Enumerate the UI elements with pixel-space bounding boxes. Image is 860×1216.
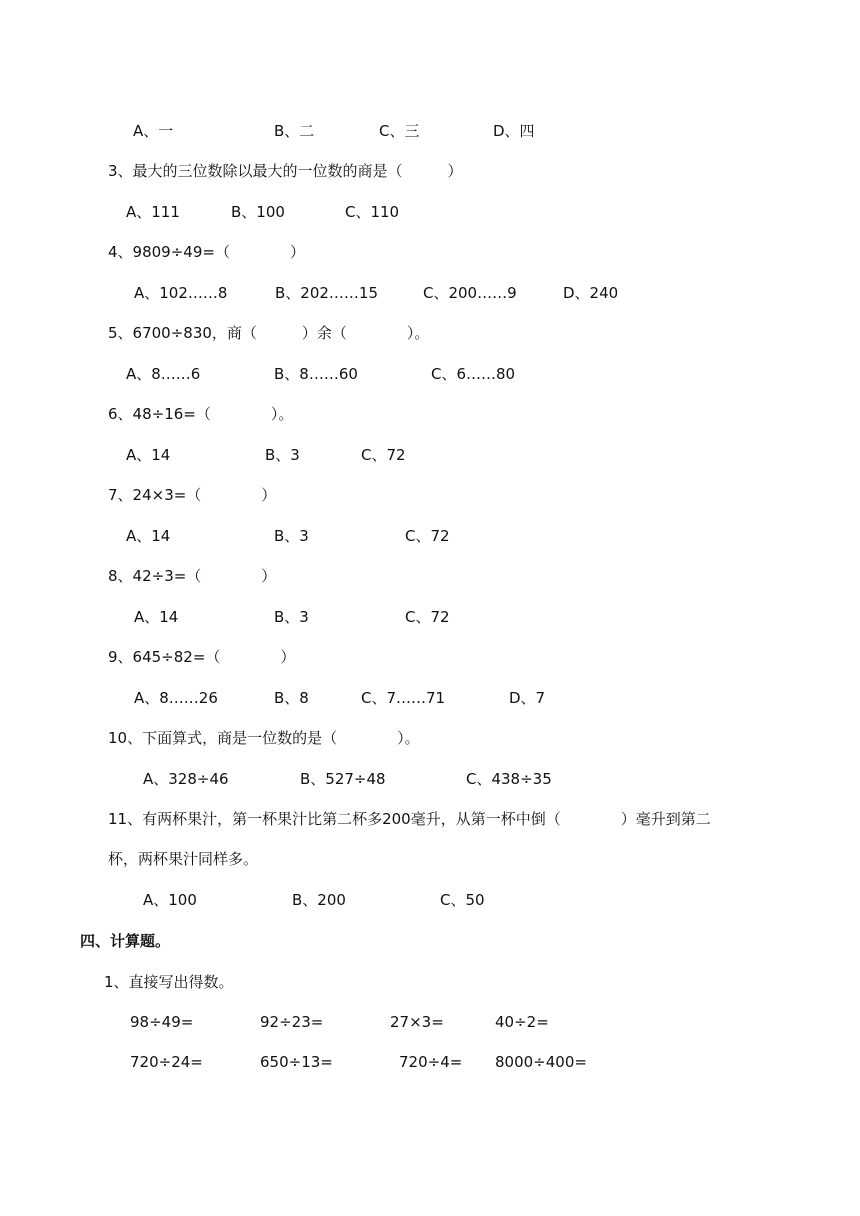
section-title: 四、计算题。 (80, 932, 171, 950)
calc-item: 720÷24= (130, 1053, 203, 1071)
question-5: 5、6700÷830，商（ ）余（ ）。 (108, 324, 430, 342)
calc-item: 98÷49= (130, 1013, 194, 1031)
option-b: B、202……15 (275, 284, 379, 302)
question-4: 4、9809÷49=（ ） (108, 243, 305, 261)
option-a: A、8……26 (134, 689, 218, 707)
option-c: C、6……80 (431, 365, 516, 383)
option-c: C、110 (345, 203, 400, 221)
question-8: 8、42÷3=（ ） (108, 567, 277, 585)
subsection-title: 1、直接写出得数。 (104, 973, 234, 991)
option-c: C、72 (361, 446, 406, 464)
option-b: B、3 (274, 608, 309, 626)
option-a: A、111 (126, 203, 180, 221)
calc-item: 650÷13= (260, 1053, 333, 1071)
option-d: D、7 (509, 689, 546, 707)
calc-item: 8000÷400= (495, 1053, 587, 1071)
option-b: B、527÷48 (300, 770, 386, 788)
option-a: A、一 (133, 122, 174, 140)
option-b: B、8……60 (274, 365, 358, 383)
option-a: A、8……6 (126, 365, 201, 383)
calc-item: 92÷23= (260, 1013, 324, 1031)
question-11-line1: 11、有两杯果汁，第一杯果汁比第二杯多200毫升，从第一杯中倒（ ）毫升到第二 (108, 810, 711, 828)
option-c: C、50 (440, 891, 485, 909)
option-c: C、72 (405, 608, 450, 626)
option-c: C、72 (405, 527, 450, 545)
option-d: D、四 (493, 122, 535, 140)
question-6: 6、48÷16=（ ）。 (108, 405, 294, 423)
option-c: C、200……9 (423, 284, 517, 302)
option-b: B、二 (274, 122, 315, 140)
question-3: 3、最大的三位数除以最大的一位数的商是（ ） (108, 162, 463, 180)
option-a: A、14 (134, 608, 179, 626)
option-b: B、3 (274, 527, 309, 545)
option-c: C、三 (379, 122, 420, 140)
option-c: C、7……71 (361, 689, 446, 707)
question-9: 9、645÷82=（ ） (108, 648, 296, 666)
option-d: D、240 (563, 284, 619, 302)
option-b: B、200 (292, 891, 346, 909)
option-a: A、14 (126, 446, 171, 464)
option-a: A、328÷46 (143, 770, 229, 788)
option-a: A、102……8 (134, 284, 228, 302)
question-11-line2: 杯，两杯果汁同样多。 (108, 850, 259, 868)
option-b: B、3 (265, 446, 300, 464)
option-c: C、438÷35 (466, 770, 552, 788)
calc-item: 40÷2= (495, 1013, 549, 1031)
option-b: B、8 (274, 689, 309, 707)
calc-item: 720÷4= (399, 1053, 463, 1071)
question-7: 7、24×3=（ ） (108, 486, 277, 504)
option-a: A、100 (143, 891, 197, 909)
option-a: A、14 (126, 527, 171, 545)
option-b: B、100 (231, 203, 285, 221)
calc-item: 27×3= (390, 1013, 444, 1031)
question-10: 10、下面算式，商是一位数的是（ ）。 (108, 729, 420, 747)
